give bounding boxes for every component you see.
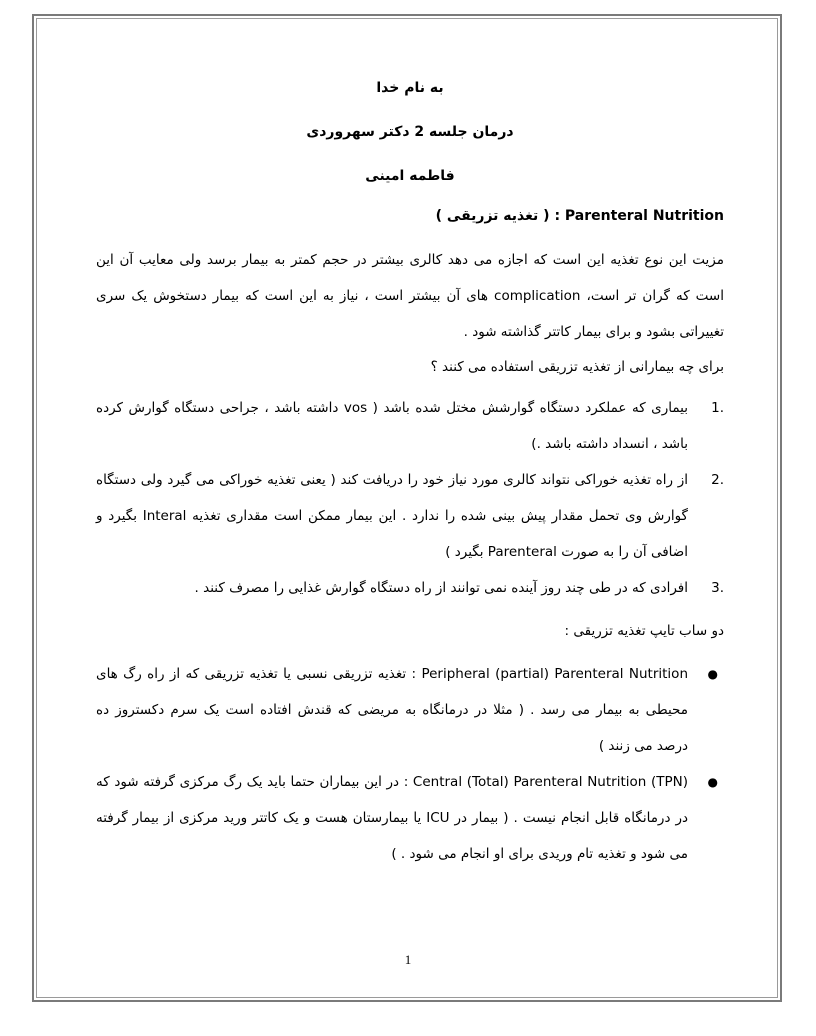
list-number: 3. (711, 580, 724, 596)
subtypes-list (96, 656, 724, 872)
list-item (96, 390, 724, 462)
author-name: فاطمه امینی (365, 168, 455, 184)
section-heading: Parenteral Nutrition : ( تغذیه تزریقی ) (435, 208, 724, 224)
document-body (96, 78, 724, 872)
list-item (96, 656, 718, 764)
list-item-text: Central (Total) Parenteral Nutrition (TPN) : در این بیماران حتما باید یک رگ مرکزی گرفته شود که در درمانگاه قابل انجام نیست . ( بیمار در ICU یا بیمارستان هست و یک کاتتر ورید مرکزی از بیمار گرفته می شود و تغذیه تام وریدی برای او انجام می شود . ) (96, 774, 688, 862)
bullet-icon: ● (707, 775, 718, 789)
list-item (96, 462, 724, 570)
subtypes-heading: دو ساب تایپ تغذیه تزریقی : (564, 623, 724, 639)
bullet-icon: ● (707, 667, 718, 681)
list-item-text: Peripheral (partial) Parenteral Nutrition : تغذیه تزریقی نسبی یا تغذیه تزریقی که از راه رگ های محیطی به بیمار می رسد . ( مثلا در درمانگاه به مریضی که قندش افتاده است یک سرم دکستروز ده درصد می زنند ) (96, 666, 688, 754)
list-item (96, 764, 718, 872)
indications-list (96, 390, 724, 606)
intro-paragraph: مزیت این نوع تغذیه این است که اجازه می دهد کالری بیشتر در حجم کمتر به بیمار برسد ولی معایب آن این است که گران تر است، complication های آن بیشتر است ، نیاز به این است که بیمار دستخوش یک سری تغییراتی بشود و برای بیمار کاتتر گذاشته شود . (96, 252, 724, 340)
list-number: 2. (711, 472, 724, 488)
list-item-text: از راه تغذیه خوراکی نتواند کالری مورد نیاز خود را دریافت کند ( یعنی تغذیه خوراکی می گیرد ولی دستگاه گوارش وی تحمل مقدار پیش بینی شده را ندارد . این بیمار ممکن است مقداری تغذیه Interal بگیرد و اضافی آن را به صورت Parenteral بگیرد ) (96, 472, 688, 560)
list-item-text: افرادی که در طی چند روز آینده نمی توانند از راه دستگاه گوارش غذایی را مصرف کنند . (194, 580, 688, 596)
list-number: 1. (711, 400, 724, 416)
list-item-text: بیماری که عملکرد دستگاه گوارشش مختل شده باشد ( vos داشته باشد ، جراحی دستگاه گوارش کرده باشد ، انسداد داشته باشد .) (96, 400, 688, 452)
session-title: درمان جلسه 2 دکتر سهروردی (306, 124, 514, 140)
list-item (96, 570, 724, 606)
document-title: به نام خدا (376, 80, 444, 96)
question-line: برای چه بیمارانی از تغذیه تزریقی استفاده می کنند ؟ (430, 359, 724, 375)
page-number: 1 (404, 952, 412, 967)
